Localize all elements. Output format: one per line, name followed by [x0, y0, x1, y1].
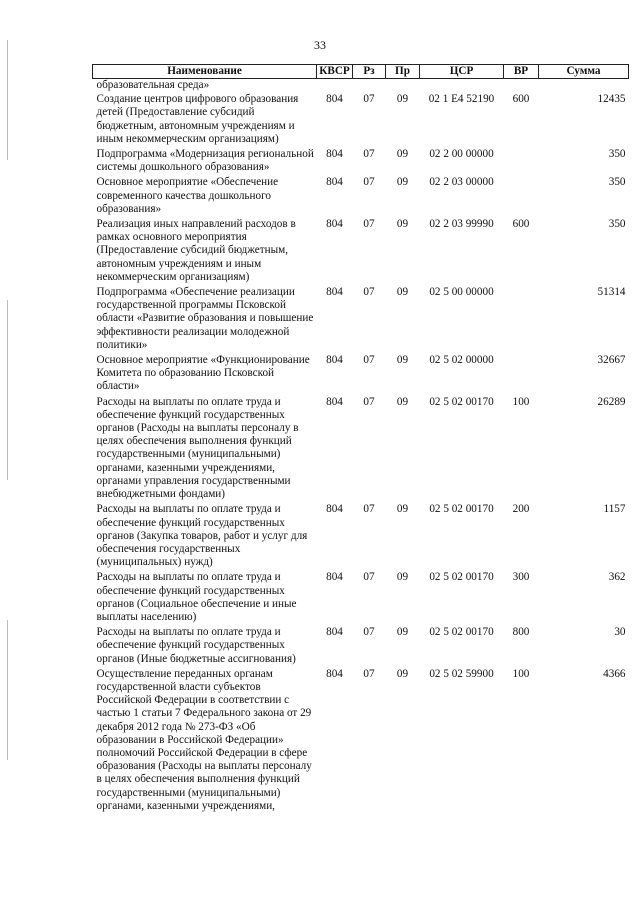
- row-name: Основное мероприятие «Функционирование Комитета по образованию Псковской области»: [96, 354, 310, 393]
- row-csr: 02 1 E4 52190: [428, 93, 495, 106]
- row-name: Расходы на выплаты по оплате труда и обеспечение функций государственных органов (Иные бюджетные ассигнования): [96, 626, 296, 665]
- row-pr: 09: [396, 354, 409, 367]
- row-rz: 07: [363, 354, 375, 367]
- row-csr: 02 2 03 99990: [429, 218, 494, 231]
- row-sum: 51314: [597, 286, 626, 299]
- row-name: Расходы на выплаты по оплате труда и обеспечение функций государственных органов (Расходы на выплаты персоналу в целях обеспечения выполнения функций государственными (муниципальными) органами, казенными учреждениями, органами управления государственными внебюджетными фондами): [96, 395, 299, 501]
- row-csr: 02 5 02 00000: [429, 354, 494, 367]
- row-rz: 07: [363, 93, 375, 106]
- header-name: Наименование: [93, 65, 317, 79]
- table-row: [93, 353, 629, 395]
- table-row: [93, 79, 629, 93]
- table-row: [93, 570, 629, 625]
- row-vr: [504, 147, 539, 175]
- table-row: [93, 175, 629, 217]
- row-vr: [504, 285, 539, 353]
- row-rz: 07: [363, 503, 375, 516]
- row-pr: [386, 79, 420, 93]
- row-kvsr: 804: [326, 571, 343, 584]
- row-rz: 07: [363, 176, 375, 189]
- row-pr: 09: [396, 626, 409, 639]
- row-kvsr: 804: [326, 354, 343, 367]
- row-sum: 1157: [603, 503, 626, 516]
- row-name: Осуществление переданных органам государственной власти субъектов Российской Федерации в соответствии с частью 1 статьи 7 Федерального закона от 29 декабря 2012 года № 273-ФЗ «Об образовании в Российской Федерации» полномочий Российской Федерации в сфере образования (Расходы на выплаты персоналу в целях обеспечения выполнения функций государственными (муниципальными) органами, казенными учреждениями,: [96, 667, 312, 812]
- row-vr: 300: [512, 571, 530, 584]
- row-kvsr: 804: [326, 667, 343, 680]
- row-pr: 09: [396, 667, 409, 680]
- row-vr: [504, 353, 539, 395]
- row-pr: 09: [396, 93, 409, 106]
- row-kvsr: 804: [326, 93, 343, 106]
- row-csr: 02 2 00 00000: [429, 148, 494, 161]
- page-number: 33: [314, 38, 326, 52]
- scan-edge-mark: [7, 40, 8, 160]
- row-rz: 07: [363, 395, 375, 408]
- row-sum: 26289: [597, 395, 626, 408]
- row-vr: 200: [512, 503, 530, 516]
- row-name: Реализация иных направлений расходов в рамках основного мероприятия (Предоставление субсидий бюджетным, автономным учреждениям и иным некоммерческим организациям): [96, 218, 296, 283]
- table-row: [93, 92, 629, 147]
- row-vr: [504, 175, 539, 217]
- row-sum: 362: [608, 571, 626, 584]
- header-pr: Пр: [386, 65, 420, 79]
- row-pr: 09: [396, 571, 409, 584]
- header-csr: ЦСР: [420, 65, 504, 79]
- row-rz: [353, 79, 386, 93]
- row-rz: 07: [363, 148, 375, 161]
- row-name: Подпрограмма «Обеспечение реализации государственной программы Псковской области «Развитие образования и повышение эффективности реализации молодежной политики»: [96, 286, 314, 351]
- row-csr: 02 5 02 00170: [429, 626, 494, 639]
- row-pr: 09: [396, 395, 409, 408]
- row-name: Создание центров цифрового образования детей (Предоставление субсидий бюджетным, автономным учреждениям и иным некоммерческим организациям): [96, 93, 299, 145]
- table-row: [93, 217, 629, 285]
- row-sum: 350: [608, 218, 626, 231]
- row-sum: [539, 79, 629, 93]
- row-rz: 07: [363, 571, 375, 584]
- row-kvsr: 804: [326, 148, 343, 161]
- row-sum: 12435: [597, 93, 626, 106]
- row-sum: 30: [614, 626, 626, 639]
- budget-table: [92, 64, 629, 814]
- row-vr: 100: [512, 667, 530, 680]
- table-row: [93, 502, 629, 570]
- row-kvsr: [317, 79, 353, 93]
- row-pr: 09: [396, 148, 409, 161]
- table-row: [93, 147, 629, 175]
- header-kvsr: КВСР: [317, 65, 353, 79]
- row-kvsr: 804: [326, 395, 343, 408]
- row-kvsr: 804: [326, 626, 343, 639]
- row-csr: 02 5 00 00000: [429, 286, 494, 299]
- row-csr: 02 5 02 59900: [429, 667, 494, 680]
- scan-edge-mark: [7, 620, 8, 760]
- row-pr: 09: [396, 286, 409, 299]
- table-row: [93, 667, 629, 814]
- row-sum: 350: [608, 148, 626, 161]
- row-csr: 02 5 02 00170: [429, 503, 494, 516]
- row-rz: 07: [363, 626, 375, 639]
- row-rz: 07: [363, 667, 375, 680]
- table-row: [93, 395, 629, 503]
- row-vr: 800: [512, 626, 530, 639]
- row-kvsr: 804: [326, 503, 343, 516]
- row-sum: 32667: [597, 354, 626, 367]
- row-name: Расходы на выплаты по оплате труда и обеспечение функций государственных органов (Закупка товаров, работ и услуг для обеспечения государственных (муниципальных) нужд): [96, 503, 308, 569]
- row-vr: 100: [512, 395, 530, 408]
- row-csr: 02 5 02 00170: [429, 395, 494, 408]
- row-vr: 600: [512, 218, 530, 231]
- row-kvsr: 804: [326, 286, 343, 299]
- row-vr: [504, 79, 539, 93]
- row-name: Основное мероприятие «Обеспечение современного качества дошкольного образования»: [96, 176, 279, 215]
- table-row: [93, 285, 629, 353]
- row-rz: 07: [363, 286, 375, 299]
- row-csr: [420, 79, 504, 93]
- row-sum: 350: [608, 176, 626, 189]
- row-name: Расходы на выплаты по оплате труда и обеспечение функций государственных органов (Социальное обеспечение и иные выплаты населению): [96, 571, 297, 623]
- row-csr: 02 5 02 00170: [429, 571, 494, 584]
- table-row: [93, 625, 629, 667]
- row-name: образовательная среда»: [96, 79, 210, 91]
- row-sum: 4366: [603, 667, 626, 680]
- row-csr: 02 2 03 00000: [429, 176, 494, 189]
- scan-edge-mark: [7, 300, 8, 480]
- header-sum: Сумма: [539, 65, 629, 79]
- row-rz: 07: [363, 218, 375, 231]
- row-name: Подпрограмма «Модернизация региональной системы дошкольного образования»: [96, 148, 314, 174]
- row-pr: 09: [396, 176, 409, 189]
- row-pr: 09: [396, 503, 409, 516]
- header-vr: ВР: [504, 65, 539, 79]
- table-header-row: [93, 65, 629, 79]
- row-kvsr: 804: [326, 218, 343, 231]
- row-pr: 09: [396, 218, 409, 231]
- row-vr: 600: [512, 93, 530, 106]
- header-rz: Рз: [353, 65, 386, 79]
- row-kvsr: 804: [326, 176, 343, 189]
